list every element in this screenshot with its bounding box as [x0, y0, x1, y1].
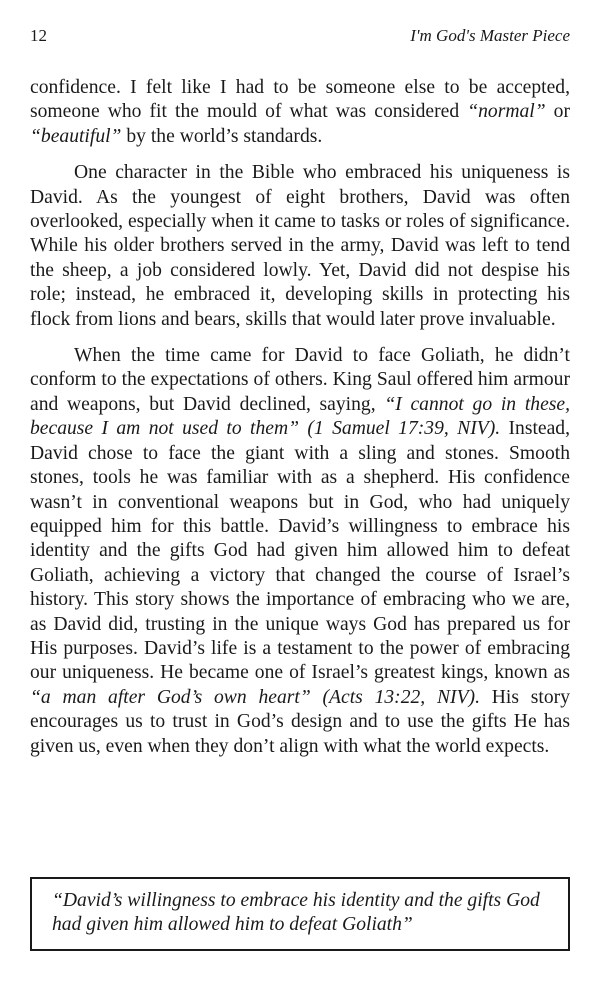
text-run: confidence. I felt like I had to be someone else to be accepted, someone who fit the mould of what was considered: [30, 77, 570, 123]
text-run: One character in the Bible who embraced his uniqueness is David. As the youngest of eight brothers, David was often overlooked, especially when it came to tasks or roles of significance. While his older brothers served in the army, David was left to tend the sheep, a job considered lowly. Yet, David did not despise his role; instead, he embraced it, developing skills in protecting his flock from lions and bears, skills that would later prove invaluable.: [30, 162, 570, 330]
text-run: by the world’s standards.: [121, 125, 323, 147]
text-run: When the time came for David to face Goliath, he didn’t conform to the expectations of others. King Saul offered him armour and weapons, but David declined, saying,: [30, 345, 570, 415]
page-header: [30, 26, 570, 50]
italic-text: “beautiful”: [30, 125, 122, 147]
text-run: His story encourages us to trust in God’s design and to use the gifts He has given us, even when they don’t align with what the world expects.: [30, 686, 570, 757]
body-text: [30, 76, 570, 759]
italic-text: “I cannot go in these, because I am not used to them” (1 Samuel 17:39, NIV).: [30, 393, 570, 440]
paragraph: [30, 76, 570, 149]
text-run: Instead, David chose to face the giant with a sling and stones. Smooth stones, tools he was familiar with as a shepherd. His confidence wasn’t in conventional weapons but in God, who had uniquely equipped him for this battle. David’s willingness to embrace his identity and the gifts God had given him allowed him to defeat Goliath, achieving a victory that changed the course of Israel’s history. This story shows the importance of embracing who we are, as David did, trusting in the unique ways God has prepared us for His purposes. David’s life is a testament to the power of embracing our uniqueness. He became one of Israel’s greatest kings, known as: [30, 418, 570, 684]
paragraph: [30, 161, 570, 332]
italic-text: “normal”: [467, 101, 546, 123]
paragraph: [30, 344, 570, 759]
page-number: 12: [30, 26, 47, 45]
italic-text: “a man after God’s own heart” (Acts 13:22, NIV).: [30, 686, 480, 708]
text-run: or: [545, 101, 570, 123]
pull-quote: “David’s willingness to embrace his identity and the gifts God had given him allowed him to defeat Goliath”: [30, 877, 570, 951]
running-title: I'm God's Master Piece: [410, 26, 570, 45]
